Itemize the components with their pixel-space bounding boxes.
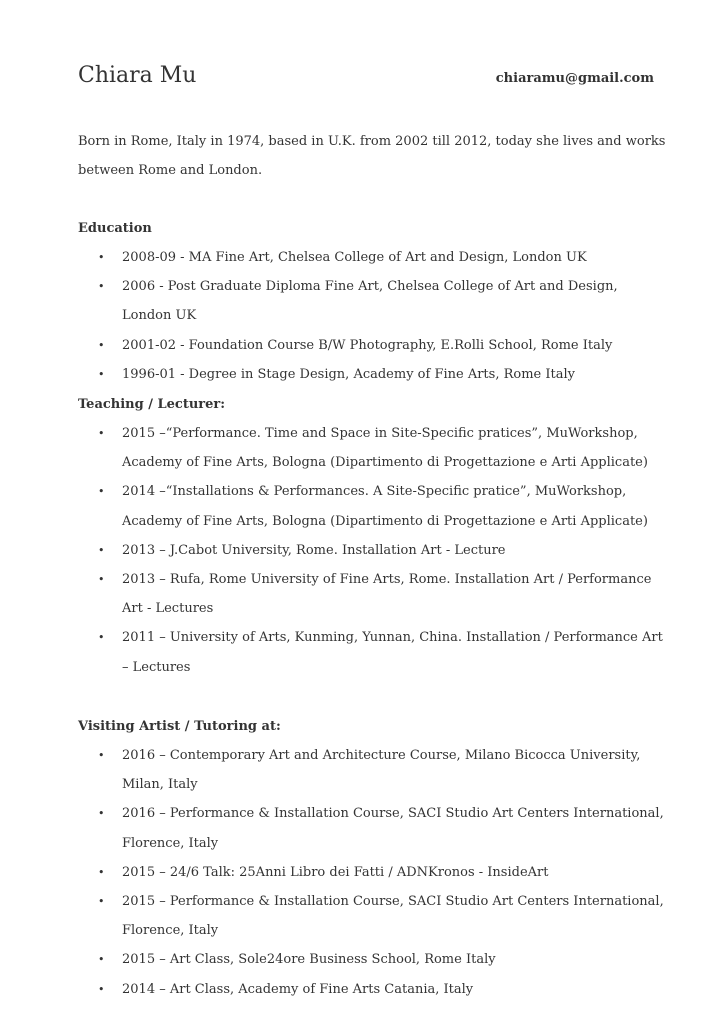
visiting-item-text: 2015 – 24/6 Talk: 25Anni Libro dei Fatti / ADNKronos - InsideArt: [122, 864, 549, 880]
education-section: [78, 214, 678, 389]
bullet-icon: •: [98, 895, 105, 909]
visiting-heading: Visiting Artist / Tutoring at:: [78, 719, 281, 734]
list-item: [78, 331, 668, 360]
bullet-icon: •: [98, 573, 105, 587]
list-item: [78, 272, 668, 330]
visiting-item-text: 2016 – Contemporary Art and Architecture Course, Milano Bicocca University, Milan, Italy: [122, 748, 641, 793]
visiting-section: [78, 712, 678, 1004]
intro-paragraph: Born in Rome, Italy in 1974, based in U.K. from 2002 till 2012, today she lives and works between Rome and London.: [78, 134, 666, 178]
person-name: Chiara Mu: [78, 63, 197, 88]
cv-header: [78, 62, 654, 94]
list-item: [78, 887, 668, 945]
teaching-item-text: 2015 –“Performance. Time and Space in Site-Specific pratices”, MuWorkshop, Academy of Fine Arts, Bologna (Dipartimento di Progettazione e Arti Applicate): [122, 426, 648, 471]
list-item: [78, 536, 668, 565]
list-item: [78, 945, 668, 974]
teaching-heading: Teaching / Lecturer:: [78, 397, 226, 412]
bullet-icon: •: [98, 251, 105, 264]
visiting-item-text: 2016 – Performance & Installation Course, SACI Studio Art Centers International, Florence, Italy: [122, 806, 664, 851]
list-item: [78, 799, 668, 857]
education-item-text: 1996-01 - Degree in Stage Design, Academy of Fine Arts, Rome Italy: [122, 366, 575, 382]
bullet-icon: •: [98, 427, 105, 440]
list-item: [78, 419, 668, 477]
list-item: [78, 975, 668, 1004]
list-item: [78, 243, 668, 272]
teaching-list: [78, 419, 678, 682]
list-item: [78, 477, 668, 535]
bullet-icon: •: [98, 807, 105, 821]
list-item: [78, 741, 668, 799]
education-heading: Education: [78, 221, 152, 236]
visiting-list: [78, 741, 678, 1004]
teaching-item-text: 2013 – J.Cabot University, Rome. Installation Art - Lecture: [122, 542, 506, 558]
bullet-icon: •: [98, 280, 105, 294]
list-item: [78, 565, 668, 623]
teaching-item-text: 2014 –“Installations & Performances. A Site-Specific pratice”, MuWorkshop, Academy of Fine Arts, Bologna (Dipartimento di Progettazione e Arti Applicate): [122, 484, 648, 529]
email-address: chiaramu@gmail.com: [495, 71, 654, 86]
teaching-item-text: 2011 – University of Arts, Kunming, Yunnan, China. Installation / Performance Art – Lectures: [122, 630, 663, 675]
bullet-icon: •: [98, 367, 105, 381]
education-item-text: 2008-09 - MA Fine Art, Chelsea College of Art and Design, London UK: [122, 250, 587, 265]
visiting-item-text: 2015 – Performance & Installation Course, SACI Studio Art Centers International, Florence, Italy: [122, 894, 664, 939]
bullet-icon: •: [98, 485, 105, 499]
bullet-icon: •: [98, 338, 105, 352]
list-item: [78, 623, 668, 681]
visiting-item-text: 2014 – Art Class, Academy of Fine Arts Catania, Italy: [122, 981, 474, 997]
bullet-icon: •: [98, 631, 105, 645]
bullet-icon: •: [98, 982, 105, 996]
bullet-icon: •: [98, 953, 105, 967]
education-list: [78, 243, 678, 389]
bullet-icon: •: [98, 749, 105, 762]
bullet-icon: •: [98, 865, 105, 879]
teaching-item-text: 2013 – Rufa, Rome University of Fine Arts, Rome. Installation Art / Performance Art - Lectures: [122, 572, 652, 617]
list-item: [78, 360, 668, 389]
visiting-item-text: 2015 – Art Class, Sole24ore Business School, Rome Italy: [122, 952, 496, 968]
education-item-text: 2006 - Post Graduate Diploma Fine Art, Chelsea College of Art and Design, London UK: [122, 279, 618, 324]
teaching-section: [78, 390, 678, 682]
bullet-icon: •: [98, 543, 105, 557]
list-item: [78, 858, 668, 887]
education-item-text: 2001-02 - Foundation Course B/W Photography, E.Rolli School, Rome Italy: [122, 337, 613, 353]
